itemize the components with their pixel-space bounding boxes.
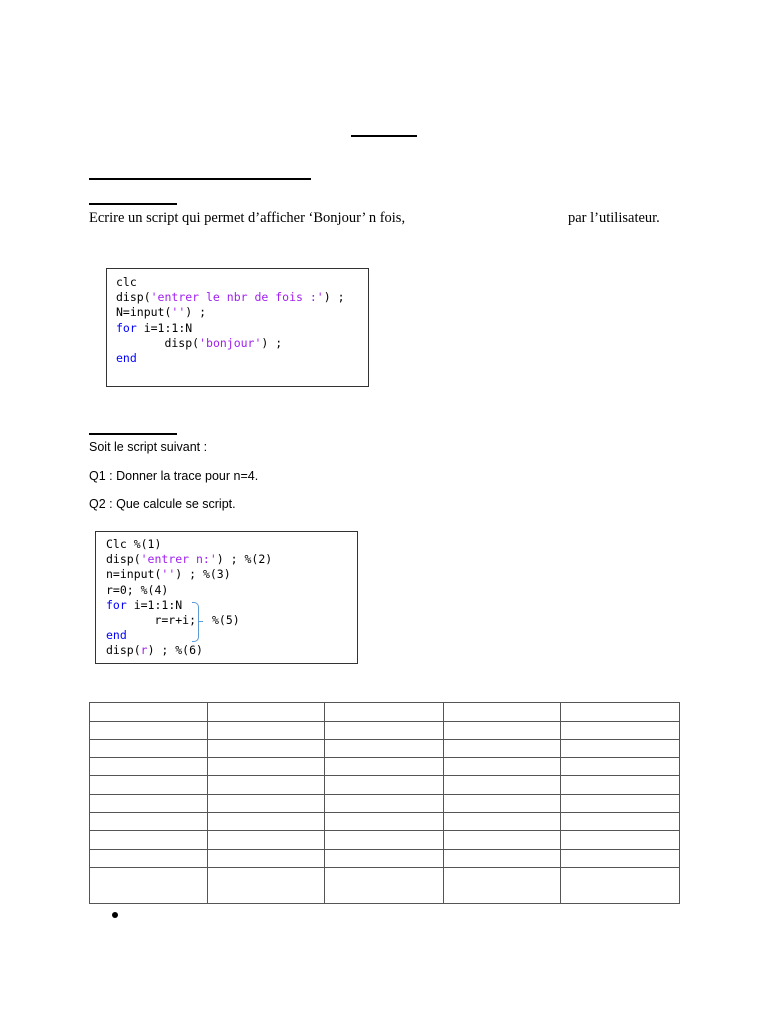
table-cell[interactable]: [561, 722, 680, 740]
table-cell[interactable]: [208, 758, 325, 776]
code-block-1: [106, 268, 369, 387]
table-cell[interactable]: [90, 868, 208, 904]
exercise2-intro: Soit le script suivant :: [89, 440, 208, 454]
table-cell[interactable]: [444, 850, 561, 868]
table-cell[interactable]: [561, 868, 680, 904]
table-row: [90, 831, 680, 850]
table-cell[interactable]: [444, 868, 561, 904]
code1-line-5: disp('bonjour') ;: [116, 335, 283, 350]
table-row: [90, 722, 680, 740]
code2-line-5: for i=1:1:N: [106, 597, 183, 612]
table-cell[interactable]: [325, 831, 444, 850]
table-cell[interactable]: [90, 795, 208, 813]
table-cell[interactable]: [561, 831, 680, 850]
table-cell[interactable]: [325, 868, 444, 904]
bullet-icon: [112, 912, 118, 918]
table-cell[interactable]: [325, 795, 444, 813]
table-cell[interactable]: [208, 703, 325, 722]
table-cell[interactable]: [561, 850, 680, 868]
code1-line-2: disp('entrer le nbr de fois :') ;: [116, 290, 345, 305]
table-cell[interactable]: [325, 850, 444, 868]
table-cell[interactable]: [561, 813, 680, 831]
exercise2-question-2: Q2 : Que calcule se script.: [89, 497, 236, 511]
table-cell[interactable]: [208, 868, 325, 904]
exercise1-statement-part2: par l’utilisateur.: [568, 210, 660, 226]
table-cell[interactable]: [561, 703, 680, 722]
table-cell[interactable]: [444, 703, 561, 722]
table-row: [90, 813, 680, 831]
table-cell[interactable]: [561, 758, 680, 776]
table-cell[interactable]: [208, 850, 325, 868]
table-cell[interactable]: [90, 831, 208, 850]
table-cell[interactable]: [444, 758, 561, 776]
table-row: [90, 795, 680, 813]
loop-brace-icon: [192, 602, 199, 642]
code2-line-4: r=0; %(4): [106, 582, 169, 597]
table-cell[interactable]: [561, 795, 680, 813]
table-cell[interactable]: [208, 722, 325, 740]
table-cell[interactable]: [325, 813, 444, 831]
code2-line-2: disp('entrer n:') ; %(2): [106, 552, 273, 567]
code1-line-3: N=input('') ;: [116, 305, 207, 320]
exercise1-statement-part1: Ecrire un script qui permet d’afficher ‘Bonjour’ n fois,: [89, 210, 406, 226]
table-cell[interactable]: [90, 813, 208, 831]
table-cell[interactable]: [325, 776, 444, 795]
exercise2-question-1: Q1 : Donner la trace pour n=4.: [89, 469, 259, 483]
code2-line-3: n=input('') ; %(3): [106, 567, 231, 582]
code2-line-7: end: [106, 628, 127, 643]
table-cell[interactable]: [444, 776, 561, 795]
trace-table: [89, 702, 680, 904]
table-cell[interactable]: [208, 795, 325, 813]
table-cell[interactable]: [444, 831, 561, 850]
table-row: [90, 868, 680, 904]
table-cell[interactable]: [208, 831, 325, 850]
table-cell[interactable]: [90, 776, 208, 795]
table-cell[interactable]: [444, 795, 561, 813]
code2-line-6: r=r+i;: [106, 612, 197, 627]
code1-line-4: for i=1:1:N: [116, 320, 193, 335]
code1-line-6: end: [116, 350, 137, 365]
table-cell[interactable]: [208, 813, 325, 831]
table-cell[interactable]: [325, 740, 444, 758]
code2-annotation: %(5): [212, 613, 240, 627]
table-cell[interactable]: [561, 776, 680, 795]
table-row: [90, 703, 680, 722]
exercise1-heading-rule: [89, 203, 177, 205]
table-cell[interactable]: [208, 776, 325, 795]
table-row: [90, 850, 680, 868]
title-rule: [351, 135, 417, 137]
table-row: [90, 758, 680, 776]
table-cell[interactable]: [90, 850, 208, 868]
code-block-2: [95, 531, 358, 664]
table-cell[interactable]: [208, 740, 325, 758]
loop-brace-tick: [199, 621, 203, 622]
table-cell[interactable]: [325, 722, 444, 740]
subtitle-rule: [89, 178, 311, 180]
table-cell[interactable]: [325, 758, 444, 776]
code2-line-1: Clc %(1): [106, 537, 162, 551]
code1-line-1: clc: [116, 275, 137, 289]
exercise2-heading-rule: [89, 433, 177, 435]
table-row: [90, 776, 680, 795]
table-cell[interactable]: [444, 813, 561, 831]
table-cell[interactable]: [444, 722, 561, 740]
table-cell[interactable]: [90, 758, 208, 776]
table-cell[interactable]: [444, 740, 561, 758]
table-cell[interactable]: [90, 740, 208, 758]
code2-line-8: disp(r) ; %(6): [106, 643, 203, 658]
table-cell[interactable]: [90, 722, 208, 740]
table-cell[interactable]: [561, 740, 680, 758]
table-cell[interactable]: [90, 703, 208, 722]
table-cell[interactable]: [325, 703, 444, 722]
table-row: [90, 740, 680, 758]
